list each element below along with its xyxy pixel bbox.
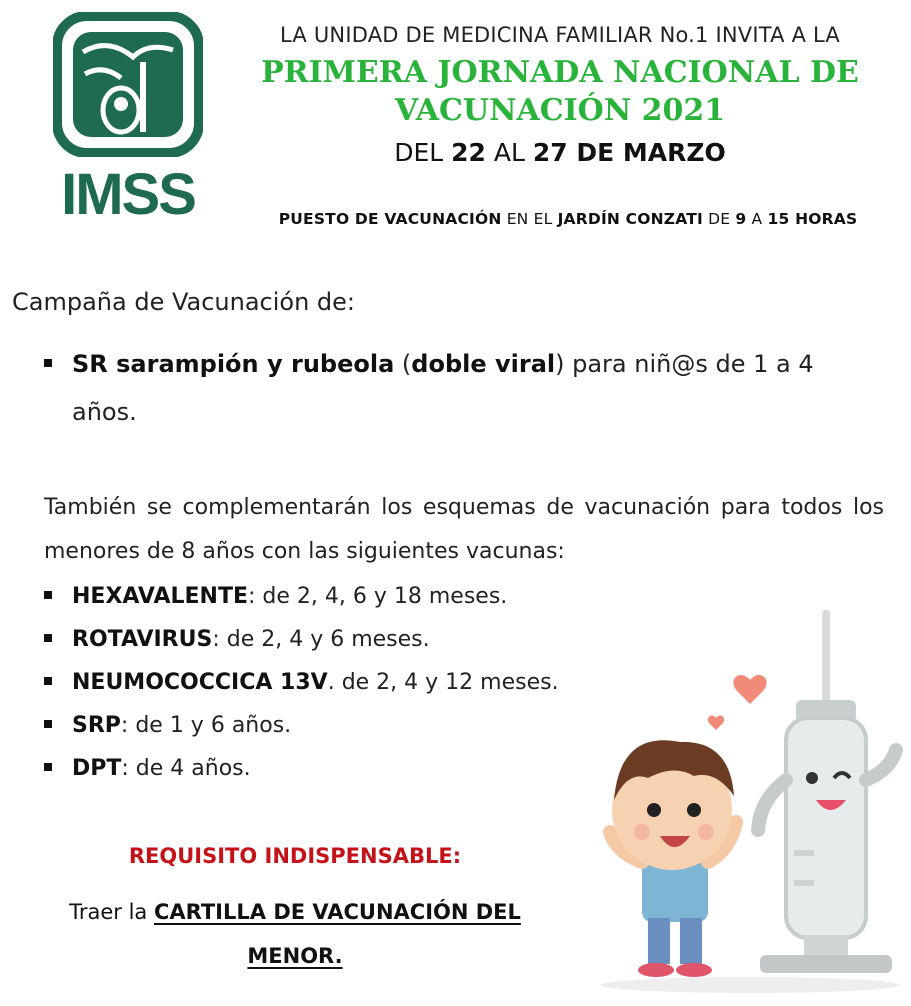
puesto-label: PUESTO DE VACUNACIÓN [278,210,502,228]
cartilla-text: CARTILLA DE VACUNACIÓN DEL [153,900,521,924]
menor-text: MENOR. [247,944,343,968]
header [215,20,905,170]
complement-paragraph: También se complementarán los esquemas de vacunación para todos los menores de 8 años con las siguientes vacunas: [44,495,884,564]
list-item [44,575,559,618]
imss-emblem-icon [53,12,203,157]
jornada-title [215,54,905,130]
vaccine-name: HEXAVALENTE [72,584,248,609]
sr-name: SR sarampión y rubeola [72,350,395,378]
sr-paren: ( [401,350,412,378]
ground-shadow [600,977,900,993]
puesto-end-hour: 15 HORAS [767,210,858,228]
sr-age-cont: años. [72,398,137,426]
child-syringe-illustration [590,600,910,1000]
puesto-start-hour: 9 [735,210,747,228]
puesto-a: A [751,210,763,228]
small-heart-icon [708,716,724,730]
vaccine-detail: : de 4 años. [121,756,251,781]
jornada-line-2: VACUNACIÓN 2021 [394,93,726,128]
imss-logo [48,12,208,227]
vaccine-name: NEUMOCOCCICA 13V [72,670,328,695]
traer-text: Traer la [69,900,148,924]
sr-doble-viral: doble viral [411,350,556,378]
requirement-text [40,890,550,978]
dates-start: 22 [451,138,486,167]
bullet-icon [44,359,52,367]
dates-line [215,136,905,170]
dates-end: 27 DE MARZO [532,138,726,167]
vaccine-name: ROTAVIRUS [72,627,213,652]
bullet-icon [44,720,52,728]
vaccine-name: DPT [72,756,122,781]
requirement-title: REQUISITO INDISPENSABLE: [128,844,462,868]
child-icon [610,740,736,977]
vaccination-post-line [228,210,908,228]
vaccine-name: SRP [72,713,121,738]
sr-age: ) para niñ@s de 1 a 4 [555,350,814,378]
bullet-icon [44,677,52,685]
campaign-title: Campaña de Vacunación de: [12,288,356,316]
bullet-icon [44,763,52,771]
dates-del: DEL [394,138,444,167]
puesto-de: DE [708,210,731,228]
vaccine-list [44,575,559,790]
list-item [44,747,559,790]
heart-icon [733,675,766,704]
puesto-location: JARDÍN CONZATI [557,210,703,228]
dates-al: AL [493,138,525,167]
bullet-icon [44,591,52,599]
vaccine-detail: : de 2, 4, 6 y 18 meses. [248,584,508,609]
list-item [44,704,559,747]
imss-logo-text: IMSS [61,162,195,227]
vaccine-detail: : de 1 y 6 años. [120,713,292,738]
invite-line: LA UNIDAD DE MEDICINA FAMILIAR No.1 INVITA A LA [280,23,840,47]
jornada-line-1: PRIMERA JORNADA NACIONAL DE [261,55,859,90]
syringe-icon [758,610,896,973]
sr-vaccine-item [44,340,874,436]
list-item [44,661,559,704]
puesto-en-el: EN EL [506,210,553,228]
vaccine-detail: : de 2, 4 y 6 meses. [212,627,430,652]
vaccine-detail: . de 2, 4 y 12 meses. [327,670,559,695]
list-item [44,618,559,661]
bullet-icon [44,634,52,642]
